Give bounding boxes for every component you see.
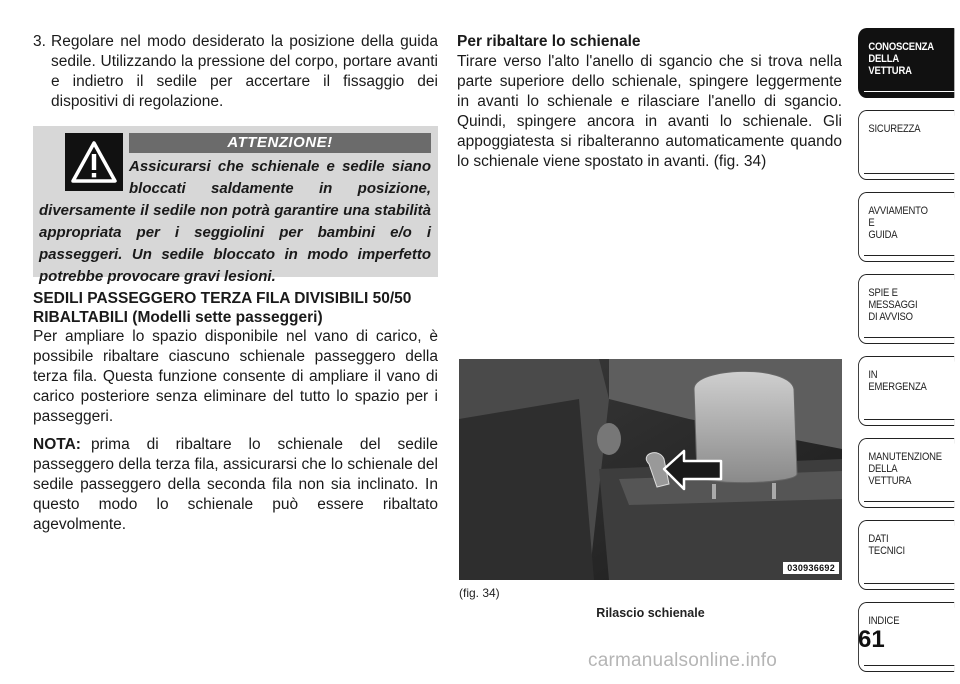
tab-in-emergenza[interactable]: IN EMERGENZA <box>858 356 954 426</box>
step-3 <box>33 32 438 112</box>
figure-image <box>459 359 842 580</box>
page-number: 61 <box>858 626 885 653</box>
figure-caption: Rilascio schienale <box>596 606 705 620</box>
note-label: NOTA: <box>33 436 81 453</box>
section-title: SEDILI PASSEGGERO TERZA FILA DIVISIBILI 50/50 RIBALTABILI (Modelli sette passeggeri) <box>33 290 412 326</box>
tab-indice[interactable]: INDICE <box>858 602 954 672</box>
figure-code: 030936692 <box>783 562 839 574</box>
instructions-paragraph: Tirare verso l'alto l'anello di sgancio che si trova nella parte superiore dello schienale, spingere leggermente in avanti lo schienale e rilasciare l'anello di sgancio. Quindi, spingere ancora in avanti lo schienale. Gli appoggiatesta si ribalteranno automaticamente quando lo schienale viene spostato in avanti. (fig. 34) <box>457 53 842 170</box>
tab-manutenzione[interactable]: MANUTENZIONE DELLA VETTURA <box>858 438 954 508</box>
tab-avviamento-e-guida[interactable]: AVVIAMENTO E GUIDA <box>858 192 954 262</box>
tab-conoscenza-della-vettura[interactable]: CONOSCENZA DELLA VETTURA <box>858 28 954 98</box>
tab-spie-e-messaggi[interactable]: SPIE E MESSAGGI DI AVVISO <box>858 274 954 344</box>
left-column <box>33 32 438 535</box>
watermark: carmanualsonline.info <box>588 650 778 671</box>
subsection-title: Per ribaltare lo schienale <box>457 33 641 50</box>
right-column <box>457 32 842 172</box>
note-text: prima di ribaltare lo schienale del sedile passeggero della terza fila, assicurarsi che lo schienale del sedile passeggero della seconda fila non sia inclinato. In questo modo lo schienale può essere ribaltato agevolmente. <box>33 436 438 533</box>
note-paragraph <box>33 435 438 535</box>
warning-title: ATTENZIONE! <box>129 133 431 153</box>
chapter-sidebar <box>858 28 954 684</box>
intro-paragraph: Per ampliare lo spazio disponibile nel vano di carico, è possibile ribaltare ciascuno schienale passeggero della terza fila. Questa funzione consente di ampliare il vano di carico posteriore senza eliminare del tutto lo spazio per i passeggeri. <box>33 328 438 425</box>
step-text: Regolare nel modo desiderato la posizione della guida sedile. Utilizzando la pressione del corpo, portare avanti e indietro il sedile per accertare il fissaggio dei dispositivi di regolazione. <box>51 33 438 110</box>
warning-box <box>33 126 438 285</box>
tab-sicurezza[interactable]: SICUREZZA <box>858 110 954 180</box>
tab-dati-tecnici[interactable]: DATI TECNICI <box>858 520 954 590</box>
step-number: 3. <box>33 33 46 50</box>
figure-label: (fig. 34) <box>459 586 500 600</box>
warning-text: Assicurarsi che schienale e sedile siano bloccati saldamente in posizione, diversamente il sedile non potrà garantire una stabilità appropriata per i seggiolini per bambini e/o i passeggeri. Un sedile bloccato in modo imperfetto potrebbe provocare gravi lesioni. <box>39 158 431 285</box>
